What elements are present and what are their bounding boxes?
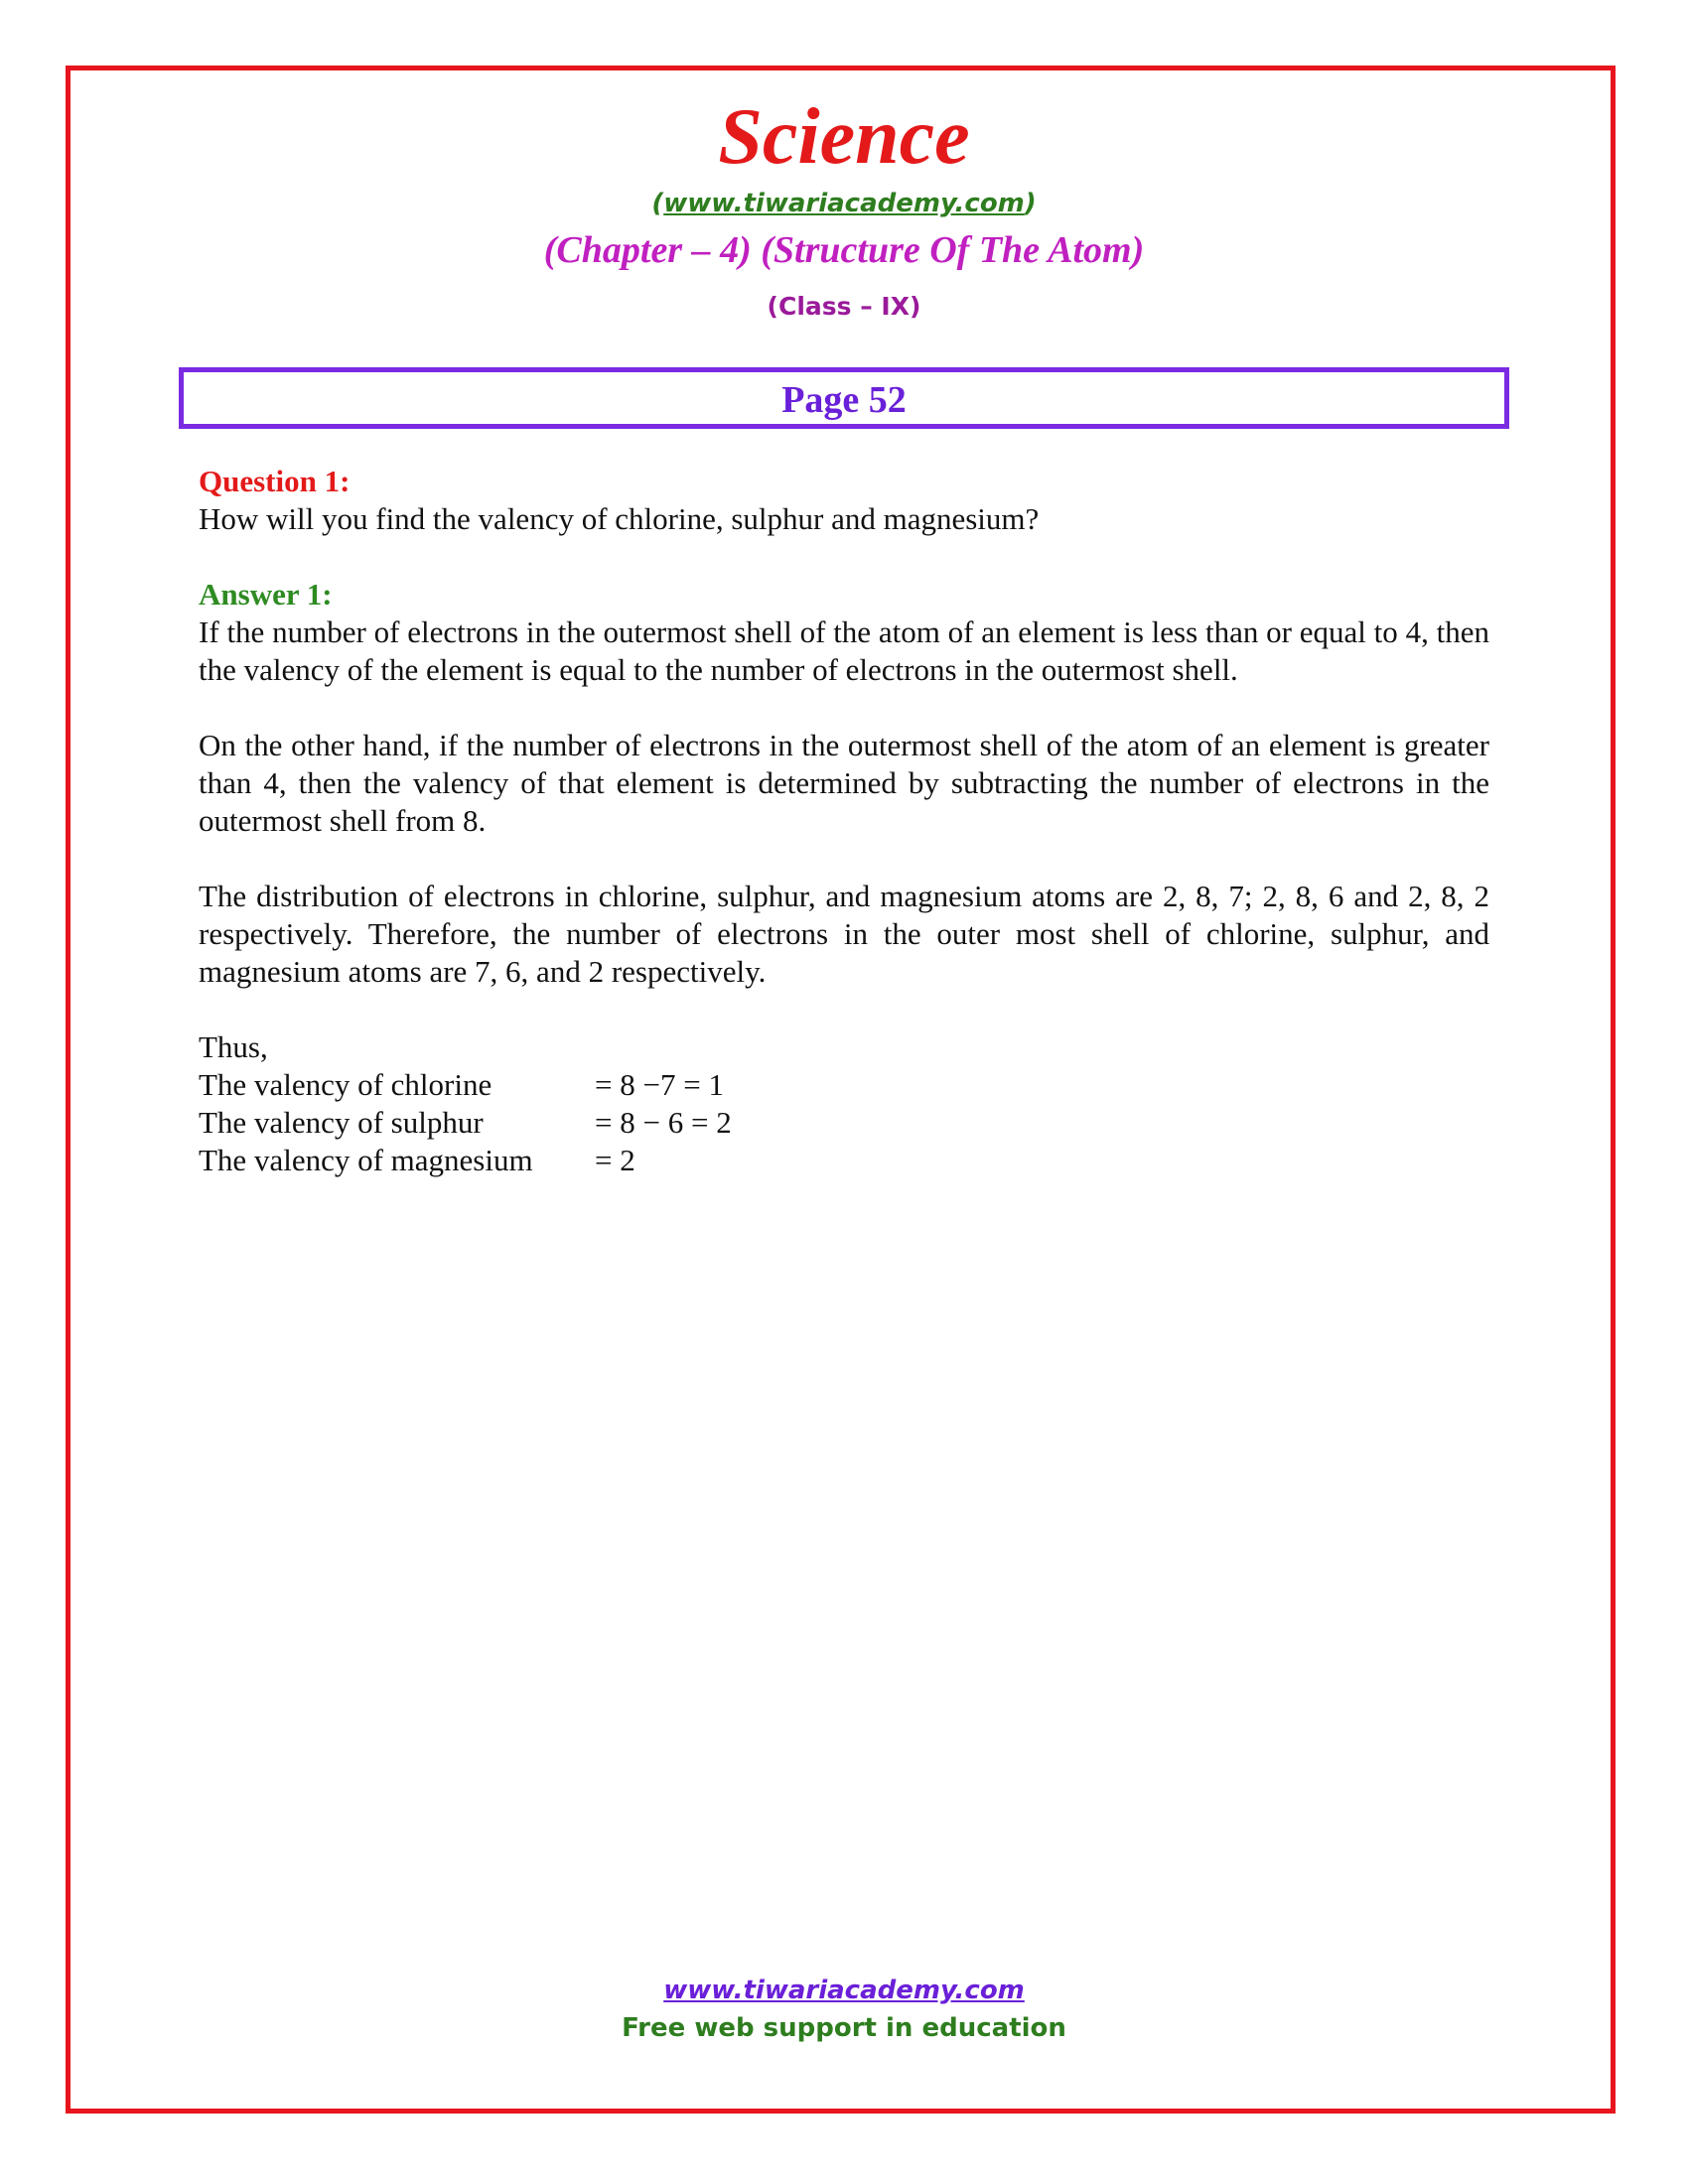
site-url[interactable]: www.tiwariacademy.com (663, 189, 1025, 218)
page-number-label: Page 52 (781, 379, 907, 421)
site-close-paren: ) (1024, 189, 1037, 218)
question-label: Question 1: (199, 464, 351, 498)
answer-label: Answer 1: (199, 577, 333, 612)
page-number-box (179, 367, 1509, 429)
valency-row-sulphur (199, 1104, 1489, 1142)
answer-paragraph-1: If the number of electrons in the outermost shell of the atom of an element is less than or equal to 4, then the valency of the element is equal to the number of electrons in the outermost shell. (199, 614, 1489, 687)
valency-label: The valency of sulphur (199, 1105, 484, 1140)
valency-label: The valency of chlorine (199, 1067, 492, 1102)
valency-value: = 2 (595, 1143, 635, 1177)
content-body (199, 463, 1489, 1179)
header-website-link[interactable] (0, 189, 1688, 218)
chapter-title: (Chapter – 4) (Structure Of The Atom) (543, 229, 1145, 271)
valency-label: The valency of magnesium (199, 1143, 533, 1177)
document-title: Science (718, 93, 970, 181)
class-label: (Class – IX) (767, 292, 921, 321)
valency-value: = 8 − 6 = 2 (595, 1105, 732, 1140)
valency-row-chlorine (199, 1066, 1489, 1104)
site-open-paren: ( (651, 189, 664, 218)
valency-value: = 8 −7 = 1 (595, 1067, 724, 1102)
footer-tagline: Free web support in education (622, 2013, 1066, 2043)
thus-text: Thus, (199, 1029, 268, 1064)
answer-paragraph-3: The distribution of electrons in chlorine, sulphur, and magnesium atoms are 2, 8, 7; 2, 8, 6 and 2, 8, 2 respectively. Therefore, the number of electrons in the outer most shell of chlorine, sulphur, and magnesium atoms are 7, 6, and 2 respectively. (199, 879, 1489, 989)
valency-row-magnesium (199, 1142, 1489, 1179)
footer-website-link[interactable]: www.tiwariacademy.com (663, 1976, 1025, 2005)
question-text: How will you find the valency of chlorine, sulphur and magnesium? (199, 501, 1040, 536)
answer-paragraph-2: On the other hand, if the number of electrons in the outermost shell of the atom of an element is greater than 4, then the valency of that element is determined by subtracting the number of electrons in the outermost shell from 8. (199, 728, 1489, 838)
